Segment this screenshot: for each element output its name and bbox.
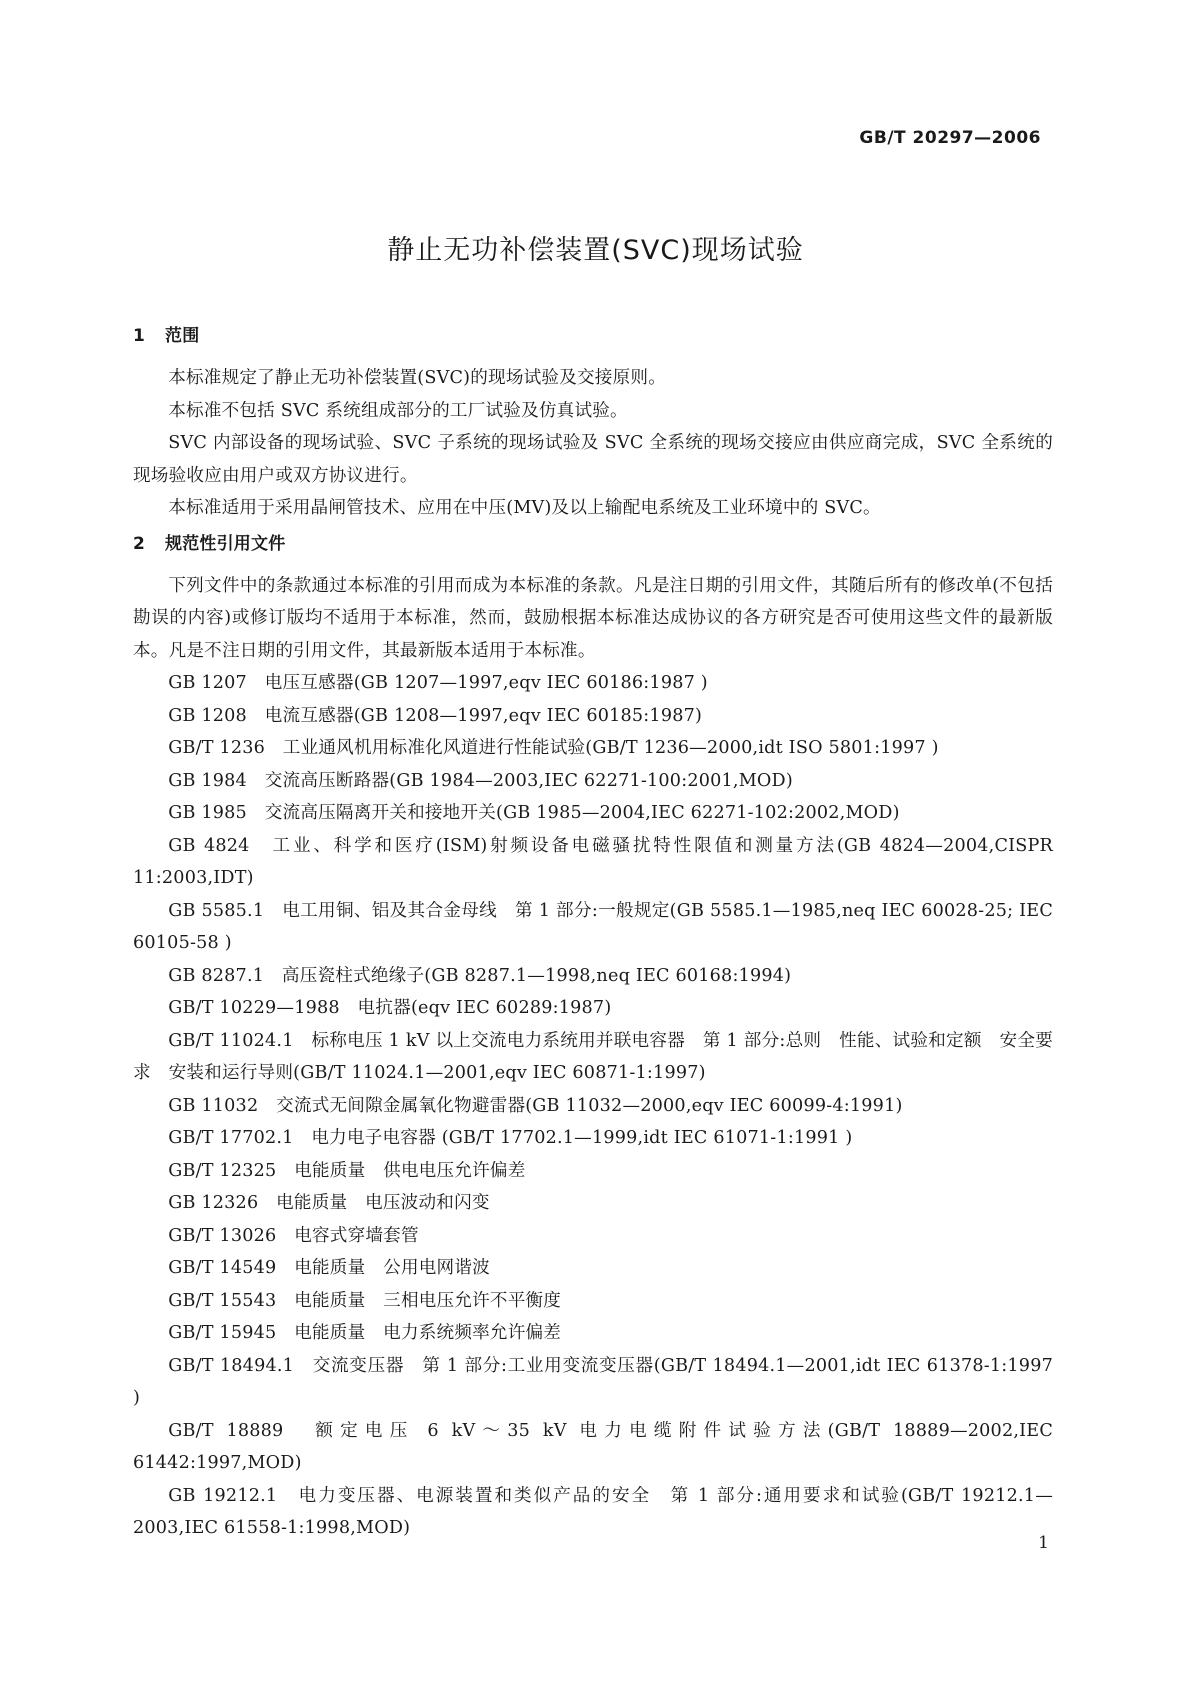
section-number: 1 — [133, 326, 146, 346]
standard-number: GB/T 20297—2006 — [859, 128, 1041, 148]
reference-item: GB 19212.1 电力变压器、电源装置和类似产品的安全 第 1 部分:通用要求和试验(GB/T 19212.1—2003,IEC 61558-1:1998,MOD) — [133, 1485, 1053, 1538]
page-number: 1 — [1038, 1533, 1049, 1553]
reference-item: GB/T 10229—1988 电抗器(eqv IEC 60289:1987) — [168, 998, 612, 1018]
section-title: 范围 — [165, 326, 200, 346]
reference-item: GB 1207 电压互感器(GB 1207—1997,eqv IEC 60186:1987 ) — [168, 673, 708, 693]
paragraph: 本标准不包括 SVC 系统组成部分的工厂试验及仿真试验。 — [168, 400, 628, 421]
reference-item: GB/T 12325 电能质量 供电电压允许偏差 — [168, 1160, 526, 1181]
reference-item: GB/T 15543 电能质量 三相电压允许不平衡度 — [168, 1290, 562, 1311]
reference-item: GB 1985 交流高压隔离开关和接地开关(GB 1985—2004,IEC 62271-102:2002,MOD) — [168, 803, 900, 823]
paragraph: 本标准规定了静止无功补偿装置(SVC)的现场试验及交接原则。 — [168, 368, 666, 388]
reference-item: GB/T 18494.1 交流变压器 第 1 部分:工业用变流变压器(GB/T 18494.1—2001,idt IEC 61378-1:1997 ) — [133, 1355, 1053, 1408]
paragraph: 本标准适用于采用晶闸管技术、应用在中压(MV)及以上输配电系统及工业环境中的 SVC。 — [168, 498, 881, 518]
reference-item: GB 1208 电流互感器(GB 1208—1997,eqv IEC 60185:1987) — [168, 705, 703, 726]
reference-item: GB 1984 交流高压断路器(GB 1984—2003,IEC 62271-100:2001,MOD) — [168, 770, 793, 791]
section-heading-references — [133, 531, 1053, 564]
section-number: 2 — [133, 533, 146, 554]
paragraph: 下列文件中的条款通过本标准的引用而成为本标准的条款。凡是注日期的引用文件，其随后所有的修改单(不包括勘误的内容)或修订版均不适用于本标准，然而，鼓励根据本标准达成协议的各方研究是否可使用这些文件的最新版本。凡是不注日期的引用文件，其最新版本适用于本标准。 — [133, 575, 1053, 661]
reference-item: GB 11032 交流式无间隙金属氧化物避雷器(GB 11032—2000,eqv IEC 60099-4:1991) — [168, 1095, 903, 1116]
reference-item: GB 12326 电能质量 电压波动和闪变 — [168, 1193, 490, 1213]
paragraph: SVC 内部设备的现场试验、SVC 子系统的现场试验及 SVC 全系统的现场交接应由供应商完成，SVC 全系统的现场验收应由用户或双方协议进行。 — [133, 433, 1053, 486]
reference-item: GB/T 13026 电容式穿墙套管 — [168, 1225, 419, 1246]
section-heading-scope — [133, 323, 1053, 356]
reference-item: GB/T 11024.1 标称电压 1 kV 以上交流电力系统用并联电容器 第 1 部分:总则 性能、试验和定额 安全要求 安装和运行导则(GB/T 11024.1—2001,eqv IEC 60871-1:1997) — [133, 1030, 1053, 1083]
document-body — [133, 323, 1053, 1545]
page-title: 静止无功补偿装置(SVC)现场试验 — [387, 235, 804, 266]
reference-item: GB/T 1236 工业通风机用标准化风道进行性能试验(GB/T 1236—2000,idt ISO 5801:1997 ) — [168, 738, 939, 758]
reference-item: GB 4824 工业、科学和医疗(ISM)射频设备电磁骚扰特性限值和测量方法(GB 4824—2004,CISPR 11:2003,IDT) — [133, 835, 1053, 888]
reference-item: GB/T 17702.1 电力电子电容器 (GB/T 17702.1—1999,idt IEC 61071-1:1991 ) — [168, 1128, 853, 1148]
reference-item: GB 5585.1 电工用铜、铝及其合金母线 第 1 部分:一般规定(GB 5585.1—1985,neq IEC 60028-25; IEC 60105-58 ) — [133, 900, 1053, 953]
reference-item: GB 8287.1 高压瓷柱式绝缘子(GB 8287.1—1998,neq IEC 60168:1994) — [168, 965, 792, 986]
section-title: 规范性引用文件 — [165, 533, 286, 554]
reference-item: GB/T 18889 额定电压 6 kV～35 kV 电力电缆附件试验方法(GB/T 18889—2002,IEC 61442:1997,MOD) — [133, 1420, 1053, 1473]
reference-item: GB/T 14549 电能质量 公用电网谐波 — [168, 1258, 490, 1278]
reference-item: GB/T 15945 电能质量 电力系统频率允许偏差 — [168, 1323, 562, 1343]
